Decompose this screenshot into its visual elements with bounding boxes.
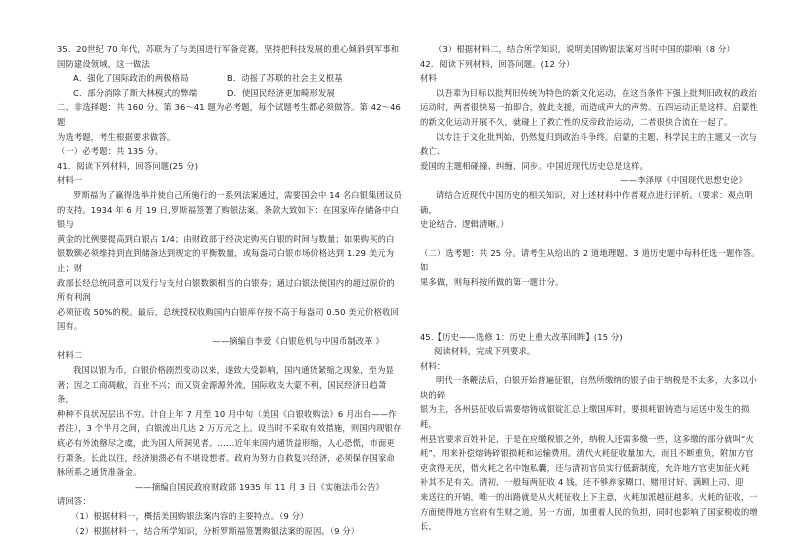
- elective-section-line-2: 果多做，则每科按所做的第一题计分。: [420, 276, 564, 287]
- spacer: [420, 232, 765, 246]
- elective-section-line-1: （二）选考题：共 25 分。请考生从给出的 2 道地理题、3 道历史题中每科任选一题作答。如: [420, 247, 760, 273]
- q42-instruction-line-2: 史论结合、逻辑清晰。）: [420, 219, 509, 230]
- material1-line-2: 的支持。1934 年 6 月 19 日,罗斯福签署了购银法案。条款大致如下：在国家库存储备中白银与: [57, 204, 399, 230]
- required-section-title: （一）必考题：共 135 分。: [57, 146, 164, 157]
- material2-line-2: 著；因之工商凋敝，百业不兴；而又资金源源外流，国际收支大蒙不利，国民经济日趋萧条，: [57, 379, 387, 405]
- material2-label: 材料二: [57, 350, 83, 361]
- q35-stem-line-2: 国防建设领域，这一做法: [57, 58, 150, 69]
- q42-material-line-5: 爱国的主题相碰撞、纠缠、同步。中国近现代历史总是这样。: [420, 160, 649, 171]
- section2-line-1: 二、非选择题：共 160 分。第 36～41 题为必考题，每个试题考生都必须做答。第 42～46 题: [57, 102, 401, 127]
- q45-subtitle: 阅读材料，完成下列要求。: [434, 346, 536, 357]
- material1-line-4: 银数额必须维持到直到储备达到规定的平衡数量，或每盎司白银市场价格达到 1.29 美元为止；财: [57, 248, 395, 273]
- material2-line-1: 我国以银为币，白银价格剧烈变动以来，遂致大受影响，国内通货紧缩之现象，至为显: [73, 365, 394, 376]
- q45-material-line-5: 吏贪得无厌，借火耗之名中饱私囊，还与清初官员实行低薪制度，允许地方官吏加征火耗: [420, 462, 750, 473]
- q45-material-line-7: 来送往的开销，唯一的出路就是从火耗征收上下主意，火耗加派越征越多。火耗的征收，一: [420, 492, 758, 503]
- q45-title: 45.【历史——选修 1：历史上重大改革回眸】(15 分): [420, 331, 623, 342]
- material2-source: ——摘编自国民政府财政部 1935 年 11 月 3 日《实施法币公告》: [134, 481, 384, 492]
- material2-line-3: 种种不良状况层出不穷。计自上年 7 月至 10 月中旬（美国《白银收购法》6 月出台——作: [57, 408, 397, 419]
- q45-material-line-4: 耗”，用来补偿熔铸碎银损耗和运输费用。清代火耗征收量加大，而且不断重负，附加方官: [420, 448, 754, 459]
- material1-source: ——摘编自李爱《白银危机与中国币制改革 》: [212, 335, 384, 346]
- q42-instruction-line-1: 请结合近现代中国历史的相关知识，对上述材料中作者观点进行评析。（要求：观点明确，: [420, 189, 753, 215]
- q35-option-a: A．强化了国际政治的两极格局: [73, 73, 189, 84]
- q45-material-line-3: 州县官要求百姓补足，于是在应缴税银之外，纳税人还需多缴一些，这多缴的部分就叫“火: [420, 433, 754, 444]
- q42-material-line-1: 以吾辈为目标以批判旧传统为特色的新文化运动，在这当条件下强上批判旧政权的政治: [436, 87, 757, 98]
- q35-option-c: C．部分消除了斯大林模式的弊端: [73, 87, 198, 98]
- material2-line-5: 底必有外流罄尽之虞，此为国人所洞见者。……近年来国内通货益形缩，人心恐慌，市面更: [57, 438, 395, 449]
- q42-material-line-4: 以专注于文化批判始，仍然复归到政治斗争终。启蒙的主题、科学民主的主题又一次与救亡、: [420, 131, 757, 157]
- material1-line-3: 黄金的比例要提高到白银占 1/4；由财政部于经决定购买白银的时间与数量；如果购买的白: [57, 233, 395, 244]
- q42-title: 42．阅读下列材料，回答问题。(12 分）: [420, 58, 575, 69]
- q42-material-source: ——李泽厚《中国现代思想史论》: [620, 175, 747, 186]
- q45-material-line-6: 补其不足有关。清初，一般每两征收 4 钱，还不够养家糊口、赌用讨好、满顾上司、迎: [420, 477, 744, 488]
- q45-material-line-8: 方面使得地方官府有生财之道，另一方面，加重着人民的负担，同时也影响了国家税收的增长，: [420, 506, 758, 532]
- material2-line-6: 行萧条。长此以往，经济崩溃必有不堪设想者。政府为努力自救复兴经济，必须保存国家命: [57, 452, 395, 463]
- material2-line-7: 脉所系之通货准备金。: [57, 467, 142, 478]
- material1-line-1: 罗斯福为了赢得选举并使自己所施行的一系列法案通过，需要国会中 14 名白银集团议员: [73, 189, 402, 200]
- q45-material-label: 材料：: [420, 360, 446, 371]
- section2-line-2: 为选考题，考生根据要求做答。: [57, 131, 176, 142]
- ask-question-2: （2）根据材料一，结合所学知识，分析罗斯福签署购银法案的原因。（9 分）: [71, 525, 360, 536]
- q45-material-line-1: 明代一条鞭法后，白银开始普遍征银，自然所缴纳的银子由于纳税是不太多，大多以小块的碎: [420, 375, 757, 400]
- q42-material-line-3: 的新文化运动开展不久，就碰上了救亡性的反帝政治运动，二者很快合流在一起了。: [420, 116, 733, 127]
- q42-material-line-2: 运动时，两者很快易一拍即合，彼此支援，而造成声大的声势。五四运动正是这样。启蒙性: [420, 102, 758, 113]
- q35-stem-line-1: 35．20世纪 70 年代，苏联为了与美国进行军备竞赛，坚持把科技发展的重心倾斜到军事和: [57, 44, 400, 54]
- left-column: [57, 42, 402, 538]
- q42-material-label: 材料: [420, 73, 437, 84]
- material1-label: 材料一: [57, 175, 83, 186]
- ask-label: 请回答：: [57, 496, 91, 507]
- q35-option-b: B．动摇了苏联的社会主义根基: [227, 73, 343, 84]
- q45-material-line-2: 银为主，各州县征收后需要熔铸成银锭汇总上缴国库时，要损耗银铸造与运送中发生的损耗，: [420, 404, 750, 430]
- spacer: [420, 290, 765, 330]
- material2-line-4: 者注），3 个半月之间，白银流出几达 2 万万元之上。设当时不采取有效措施，则国内现银存: [57, 423, 402, 434]
- material1-line-6: 必须征收 50%的税。最后，总统授权收购国内白银库存按不高于每盎司 0.50 美元价格收回国有。: [57, 306, 399, 332]
- ask-question-1: （1）根据材料一，概括美国购银法案内容的主要特点。（9 分）: [71, 511, 309, 521]
- right-column: [420, 42, 765, 534]
- material1-line-5: 政部长经总统同意可以发行与支付白银数额相当的白银券；通过白银法使国内的超过原价的所有利润: [57, 277, 395, 303]
- q35-option-d: D．使国民经济更加畸形发展: [227, 87, 335, 98]
- ask-question-3: （3）根据材料二，结合所学知识，说明美国购银法案对当时中国的影响（8 分）: [434, 44, 735, 54]
- q35-options-row-1: [57, 71, 402, 86]
- q35-options-row-2: [57, 86, 402, 101]
- q41-title: 41．阅读下列材料，回答问题(25 分): [57, 160, 199, 171]
